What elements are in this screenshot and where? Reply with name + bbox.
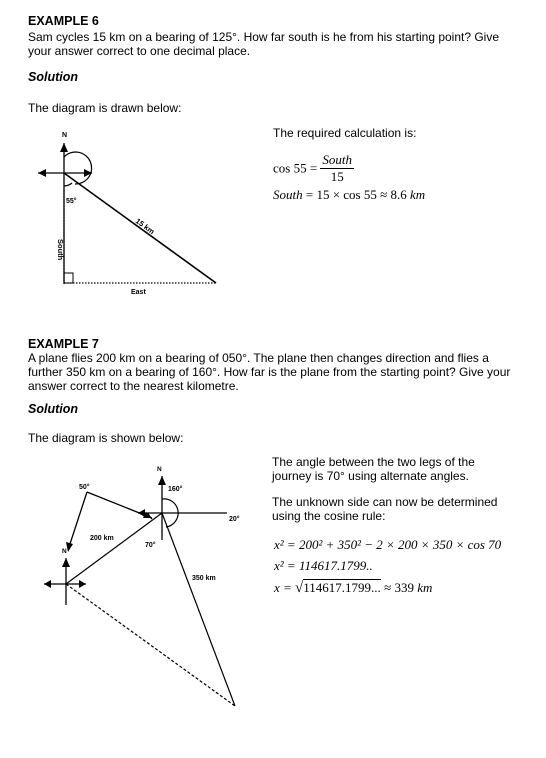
d7-angle20: 20° [229, 516, 240, 523]
example6-heading: EXAMPLE 6 [28, 14, 99, 28]
eq1-den: 15 [330, 169, 344, 184]
d6-south-label: South [56, 239, 65, 261]
eq2-rest: = 15 × cos 55 ≈ 8.6 [302, 187, 411, 202]
d7-leg1: 200 km [90, 535, 114, 542]
eq3-rest: ≈ 339 [380, 580, 418, 595]
d7-north2: N [157, 466, 162, 473]
eq1-lhs: cos 55 = [273, 160, 318, 176]
example7-solution-label: Solution [28, 402, 78, 416]
example6-calc-intro: The required calculation is: [273, 126, 417, 140]
example7-eq2: x² = 114617.1799.. [274, 558, 373, 573]
eq1-num: South [322, 152, 353, 167]
d7-angle50: 50° [79, 484, 90, 491]
example7-text2: The unknown side can now be determined using the cosine rule: [272, 495, 498, 523]
example6-intro: The diagram is drawn below: [28, 101, 182, 115]
d6-hyp-label: 15 km [133, 216, 157, 237]
example7-eq1: x² = 200² + 350² − 2 × 200 × 350 × cos 70 [274, 537, 502, 552]
d6-angle-label: 55° [66, 198, 77, 205]
d6-east-label: East [131, 289, 146, 296]
d6-north-label: N [62, 132, 68, 139]
example7-text1: The angle between the two legs of the journey is 70° using alternate angles. [272, 455, 475, 483]
example7-eq3 [274, 580, 432, 597]
sqrt-symbol: √ [295, 580, 304, 596]
d7-leg2: 350 km [192, 575, 216, 582]
example6-solution-label: Solution [28, 70, 78, 84]
eq2-unit: km [410, 187, 426, 202]
d7-angle70: 70° [145, 542, 156, 549]
d7-north1: N [62, 548, 67, 555]
eq2-var: South [273, 187, 303, 202]
d7-angle160: 160° [168, 486, 183, 493]
example6-problem: Sam cycles 15 km on a bearing of 125°. How far south is he from his starting point? Give your answer correct to one decimal place. [28, 30, 500, 58]
example7-heading: EXAMPLE 7 [28, 337, 99, 351]
example7-intro: The diagram is shown below: [28, 431, 184, 445]
eq3-lhs: x = [274, 580, 296, 595]
eq3-rad: 114617.1799... [303, 580, 381, 595]
example7-problem: A plane flies 200 km on a bearing of 050°. The plane then changes direction and flies a further 350 km on a bearing of 160°. How far is the plane from the starting point? Give your answer correct to the nearest kilometre. [28, 351, 511, 393]
eq3-unit: km [417, 580, 433, 595]
